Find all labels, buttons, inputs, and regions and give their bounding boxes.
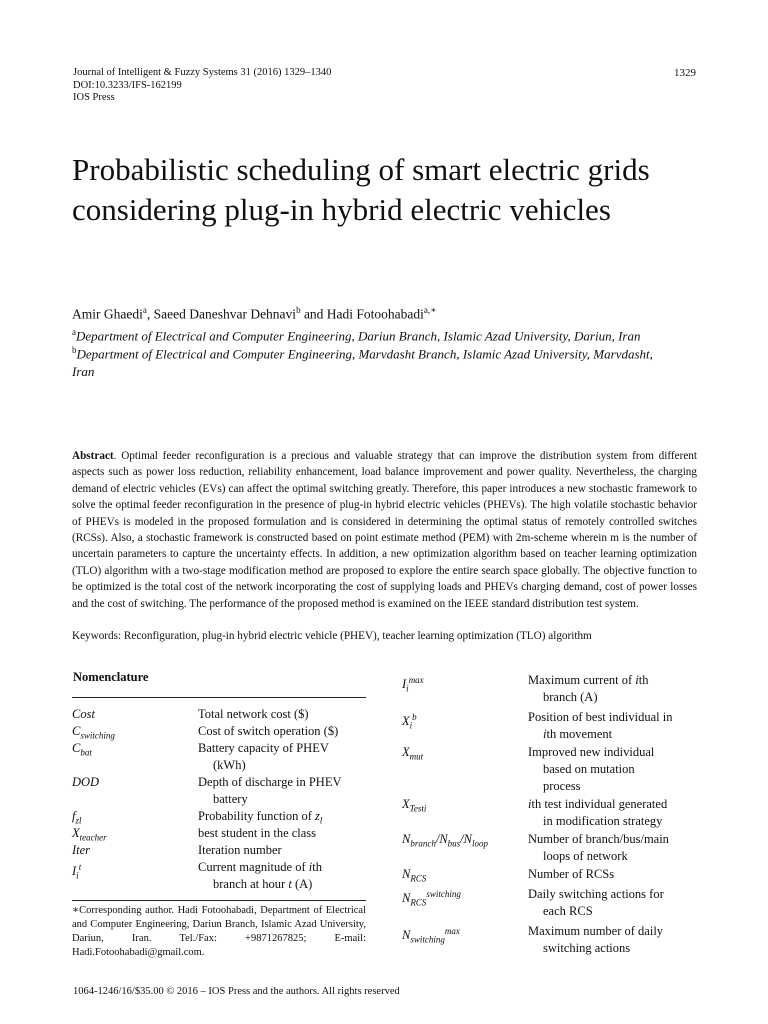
affil-text: Department of Electrical and Computer Engineering, Dariun Branch, Islamic Azad University, Dariun, Iran	[76, 328, 641, 344]
definition: Current magnitude of ith branch at hour t (A)	[198, 860, 322, 891]
affil-text: Department of Electrical and Computer Engineering, Marvdasht Branch, Islamic Azad University, Marvdasht, Iran	[72, 346, 653, 380]
author-affil-mark: b	[296, 305, 301, 315]
doi: DOI:10.3233/IFS-162199	[73, 79, 182, 91]
nomenclature-entry	[72, 842, 372, 859]
nomenclature-entry	[72, 740, 372, 774]
nomenclature-entry	[402, 744, 702, 796]
journal-info	[73, 67, 331, 105]
nomenclature-entry	[72, 808, 372, 825]
symbol: $N_{switching}^{max}$	[402, 926, 460, 945]
nomenclature-entry	[402, 923, 702, 957]
affiliation-b	[72, 341, 662, 381]
symbol: $X_{mut}$	[402, 745, 424, 762]
paper-title: Probabilistic scheduling of smart electric grids considering plug-in hybrid electric vehicles	[72, 152, 650, 227]
nomenclature-entry	[402, 886, 702, 923]
symbol: $N_{RCS}^{switching}$	[402, 889, 461, 908]
author-name: and Hadi Fotoohabadi	[300, 306, 424, 322]
keywords: Keywords: Reconfiguration, plug-in hybrid electric vehicle (PHEV), teacher learning optimization (TLO) algorithm	[72, 630, 592, 642]
definition: Position of best individual in ith movement	[528, 710, 673, 741]
nomenclature-entry	[72, 859, 372, 893]
page-number: 1329	[674, 67, 696, 79]
nomenclature-right	[402, 672, 702, 957]
definition: Maximum number of daily switching actions	[528, 924, 664, 955]
symbol: $N_{RCS}$	[402, 867, 427, 884]
publisher: IOS Press	[73, 92, 115, 103]
nomenclature-entry	[402, 796, 702, 831]
nomenclature-left	[72, 706, 372, 893]
nomenclature-heading: Nomenclature	[73, 670, 149, 684]
nomenclature-entry	[402, 672, 702, 709]
affil-mark: b	[72, 345, 77, 355]
abstract	[72, 448, 697, 612]
abstract-label: Abstract	[72, 450, 114, 462]
footnote: ∗Corresponding author. Hadi Fotoohabadi, Department of Electrical and Computer Engineering, Dariun Branch, Islamic Azad University, Dariun, Iran. Tel./Fax: +9871267825; E-mail: Hadi.Fotoohabadi@gmail.com.	[72, 905, 366, 958]
symbol: $X_i^b$	[402, 712, 417, 731]
nomenclature-entry	[72, 723, 372, 740]
journal-citation: Journal of Intelligent & Fuzzy Systems 31 (2016) 1329–1340	[73, 67, 332, 78]
definition: Cost of switch operation ($)	[198, 724, 339, 738]
nomenclature-entry	[402, 709, 702, 744]
symbol: Cost	[72, 707, 95, 721]
nomenclature-entry	[72, 774, 372, 808]
definition: ith test individual generated in modification strategy	[528, 797, 668, 828]
symbol: $C_{switching}$	[72, 724, 115, 741]
author-affil-mark: a	[142, 305, 147, 315]
abstract-text: . Optimal feeder reconfiguration is a precious and valuable strategy that can improve the distribution system from different aspects such as power loss reduction, reliability enhancement, load balance improvement and power quality. Nevertheless, the charging demand of electric vehicles (EVs) can affect the optimal switching greatly. Therefore, this paper introduces a new stochastic framework to solve the optimal feeder reconfiguration in the presence of plug-in hybrid electric vehicles (PHEVs). The high volatile stochastic behavior of PHEVs is modeled in the proposed formulation and is considered in determining the optimal status of remotely controlled switches (RCSs). Also, a stochastic framework is constructed based on point estimate method (PEM) with 2m-scheme wherein m is the number of uncertain parameters to capture the uncertainty effects. In addition, a new optimization algorithm based on teacher learning optimization (TLO) algorithm with a two-stage modification method are proposed to explore the entire search space globally. The objective function to be optimized is the total cost of the network incorporating the cost of supplying loads and PHEVs charging demand, cost of power losses and the cost of switching. The performance of the proposed method is examined on the IEEE standard distribution test system.	[72, 450, 697, 610]
definition: Probability function of $z_l$	[198, 809, 323, 826]
symbol: $X_{teacher}$	[72, 826, 107, 843]
affil-mark: a	[72, 327, 76, 337]
definition: Depth of discharge in PHEV battery	[198, 775, 342, 806]
nomenclature-rule	[72, 697, 366, 698]
definition: Improved new individual based on mutation process	[528, 745, 655, 793]
symbol: $f_{zl}$	[72, 809, 82, 826]
symbol: DOD	[72, 775, 100, 789]
nomenclature-entry	[72, 825, 372, 842]
definition: Total network cost ($)	[198, 707, 309, 721]
definition: best student in the class	[198, 826, 317, 840]
symbol: $I_i^{max}$	[402, 675, 424, 694]
author-affil-mark: a,∗	[423, 305, 437, 315]
definition: Iteration number	[198, 843, 282, 857]
symbol: $X_{Testi}$	[402, 797, 427, 814]
copyright-line: 1064-1246/16/$35.00 © 2016 – IOS Press and the authors. All rights reserved	[73, 986, 400, 997]
nomenclature-entry	[72, 706, 372, 723]
author-list	[72, 305, 436, 323]
symbol: $C_{bat}$	[72, 741, 92, 758]
symbol: $I_i^t$	[72, 862, 82, 881]
author-name: Amir Ghaedi	[72, 306, 143, 322]
author-name: , Saeed Daneshvar Dehnavi	[146, 306, 297, 322]
definition: Number of RCSs	[528, 867, 615, 881]
symbol: Iter	[72, 843, 91, 857]
definition: Number of branch/bus/main loops of network	[528, 832, 669, 863]
footnote-rule	[72, 900, 366, 901]
nomenclature-entry	[402, 831, 702, 866]
definition: Daily switching actions for each RCS	[528, 887, 664, 918]
definition: Battery capacity of PHEV (kWh)	[198, 741, 329, 772]
symbol: $N_{branch}/N_{bus}/N_{loop}$	[402, 832, 488, 849]
definition: Maximum current of ith branch (A)	[528, 673, 649, 704]
nomenclature-entry	[402, 866, 702, 886]
